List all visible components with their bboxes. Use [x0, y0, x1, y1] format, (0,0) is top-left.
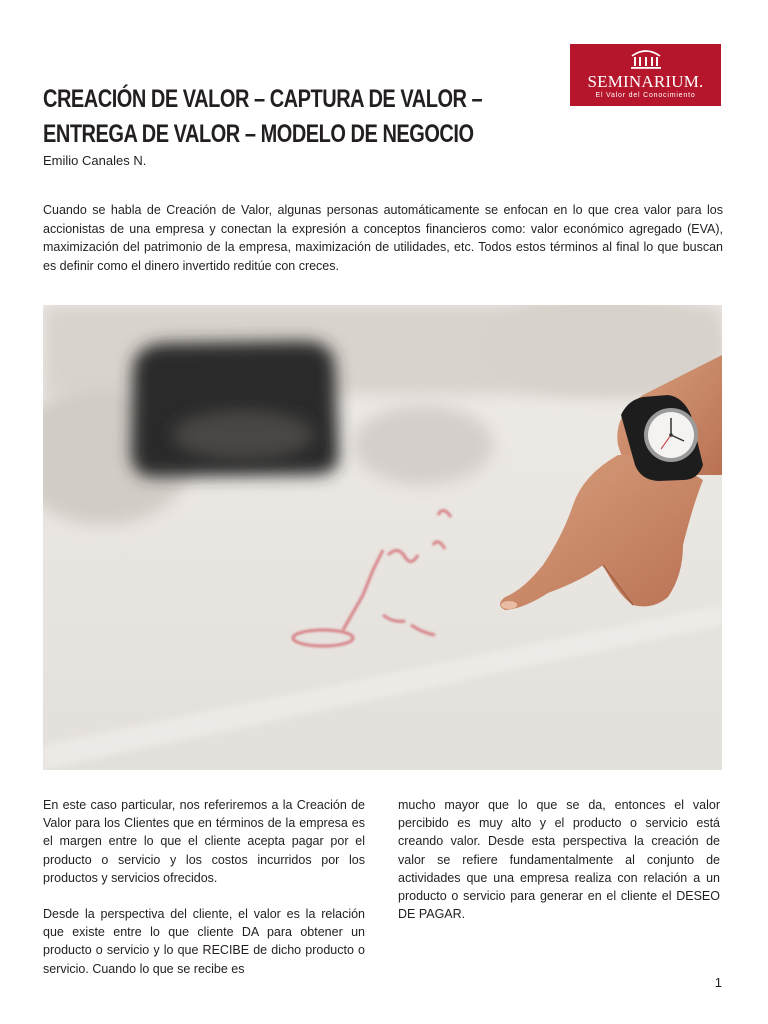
seminarium-logo: [570, 44, 721, 106]
title-line-1: CREACIÓN DE VALOR – CAPTURA DE VALOR –: [43, 85, 483, 113]
building-columns-icon: [628, 48, 664, 70]
body-column-right: [398, 796, 720, 941]
hero-photo: [43, 305, 722, 770]
author: Emilio Canales N.: [43, 153, 147, 168]
body-paragraph: mucho mayor que lo que se da, entonces el valor percibido es muy alto y el producto o servicio está creando valor. Desde esta perspectiva la creación de valor se refiere fundamentalmente al conjunto de actividades que una empresa realiza con relación a un producto o servicio para generar en el cliente el DESEO DE PAGAR.: [398, 798, 720, 922]
body-paragraph: Desde la perspectiva del cliente, el valor es la relación que existe entre lo que cliente DA para obtener un producto o servicio y lo que RECIBE de dicho producto o servicio. Cuando lo que se recibe es: [43, 907, 365, 976]
intro-paragraph: Cuando se habla de Creación de Valor, algunas personas automáticamente se enfocan en lo que crea valor para los accionistas de una empresa y conectan la expresión a conceptos financieros como: valor económico agregado (EVA), maximización del patrimonio de la empresa, maximización de utilidades, etc. Todos estos términos al final lo que buscan es definir como el dinero invertido reditúe con creces.: [43, 203, 723, 273]
body-paragraph: En este caso particular, nos referiremos a la Creación de Valor para los Clientes que en términos de la empresa es el margen entre lo que el cliente acepta pagar por el producto o servicio y los costos incurridos por los productos y servicios ofrecidos.: [43, 798, 365, 885]
title-line-2: ENTREGA DE VALOR – MODELO DE NEGOCIO: [43, 120, 474, 148]
page-number: 1: [714, 975, 722, 990]
logo-name: SEMINARIUM.: [587, 72, 704, 91]
body-column-left: [43, 796, 365, 996]
page-title: [43, 82, 483, 152]
logo-tagline: El Valor del Conocimiento: [595, 92, 696, 99]
photo-illustration: [43, 305, 722, 770]
